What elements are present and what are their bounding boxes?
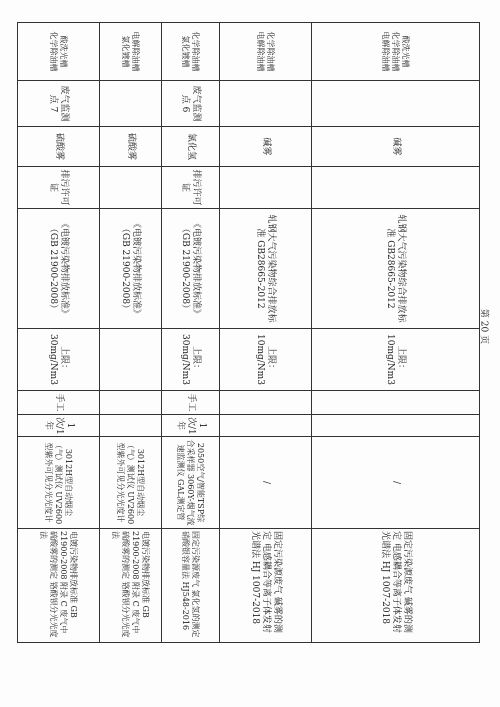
side-label: 电解除油槽: [256, 31, 266, 72]
side-label-cell: [100, 23, 162, 81]
table-row: [18, 23, 100, 643]
frequency-cell: [220, 415, 312, 437]
limit-cell: [100, 329, 162, 391]
table-row: [162, 23, 220, 643]
table-row: [312, 23, 480, 643]
standard-cell: 轧钢大气污染物综合排放标准 GB28665-2012: [220, 209, 312, 329]
basis-cell: [100, 167, 162, 209]
basis-cell: 排污许可证: [18, 167, 100, 209]
limit-cell: 上限：30mg/Nm3: [162, 329, 220, 391]
side-label: 化学除油槽: [49, 31, 59, 72]
side-label: 氯化镀槽: [121, 35, 131, 68]
table-row: [220, 23, 312, 643]
analysis-cell: 固定污染源废气 碱雾的测定 电感耦合等离子体发射光谱法 HJ 1007-2018: [220, 529, 312, 643]
basis-cell: 排污许可证: [162, 167, 220, 209]
side-label: 酸洗光槽: [401, 35, 411, 68]
method-cell: [100, 391, 162, 415]
side-label: 酸洗光槽: [59, 35, 69, 68]
instrument-cell: 3012H型自动烟尘（气）测试仪 UV2600型紫外可见分光光度计: [18, 437, 100, 529]
item-cell: 硫酸雾: [100, 127, 162, 167]
item-cell: 氯化氢: [162, 127, 220, 167]
instrument-cell: /: [312, 437, 480, 529]
method-cell: 手工: [162, 391, 220, 415]
item-cell: 碱雾: [220, 127, 312, 167]
side-label: 化学除油槽: [266, 31, 276, 72]
side-label: 化学除油槽: [191, 31, 201, 72]
basis-cell: [220, 167, 312, 209]
frequency-cell: [100, 415, 162, 437]
method-cell: [312, 391, 480, 415]
process-cell: [100, 81, 162, 127]
monitoring-table: [17, 22, 480, 643]
process-cell: [312, 81, 480, 127]
instrument-cell: /: [220, 437, 312, 529]
side-label: 化学除油槽: [391, 31, 401, 72]
standard-cell: 《电镀污染物排放标准》（GB 21900-2008）: [162, 209, 220, 329]
side-label-cell: [312, 23, 480, 81]
standard-cell: 《电镀污染物排放标准》（GB 21900-2008）: [100, 209, 162, 329]
process-cell: [220, 81, 312, 127]
instrument-cell: 2050空气/智能TSP综合采样器 3060Y-烟气流速监测仪 GAL测定管: [162, 437, 220, 529]
limit-cell: 上限：10mg/Nm3: [312, 329, 480, 391]
side-label: 电解除油槽: [381, 31, 391, 72]
analysis-cell: 固定污染源废气 碱雾的测定 电感耦合等离子体发射光谱法 HJ 1007-2018: [312, 529, 480, 643]
method-cell: 手工: [18, 391, 100, 415]
side-label-cell: [162, 23, 220, 81]
limit-cell: 上限：10mg/Nm3: [220, 329, 312, 391]
monitoring-table-sheet: [18, 22, 480, 642]
frequency-cell: 1次/1年: [18, 415, 100, 437]
frequency-cell: [312, 415, 480, 437]
page-number: 第 20 页: [478, 308, 489, 345]
process-cell: 废气监测点 7: [18, 81, 100, 127]
limit-cell: 上限：30mg/Nm3: [18, 329, 100, 391]
analysis-cell: 固定污染源废气 氯化氢的测定 硝酸银容量法 HJ548-2016: [162, 529, 220, 643]
side-label: 电解除油槽: [131, 31, 141, 72]
process-cell: 废气监测点 6: [162, 81, 220, 127]
analysis-cell: 电镀污染物排放标准 GB 21900-2008 附录 C 废气中硫酸雾的测定 铬酸钡分光光度法: [18, 529, 100, 643]
side-label-cell: [220, 23, 312, 81]
item-cell: 硫酸雾: [18, 127, 100, 167]
side-label: 氯化镀槽: [181, 35, 191, 68]
frequency-cell: 1次/1年: [162, 415, 220, 437]
standard-cell: 《电镀污染物排放标准》（GB 21900-2008）: [18, 209, 100, 329]
side-label-cell: [18, 23, 100, 81]
analysis-cell: 电镀污染物排放标准 GB 21900-2008 附录 C 废气中硫酸雾的测定 铬酸钡分光光度法: [100, 529, 162, 643]
basis-cell: [312, 167, 480, 209]
item-cell: 碱雾: [312, 127, 480, 167]
standard-cell: 轧钢大气污染物综合排放标准 GB28665-2012: [312, 209, 480, 329]
instrument-cell: 3012H型自动烟尘（气）测试仪 UV2600型紫外可见分光光度计: [100, 437, 162, 529]
table-row: [100, 23, 162, 643]
method-cell: [220, 391, 312, 415]
